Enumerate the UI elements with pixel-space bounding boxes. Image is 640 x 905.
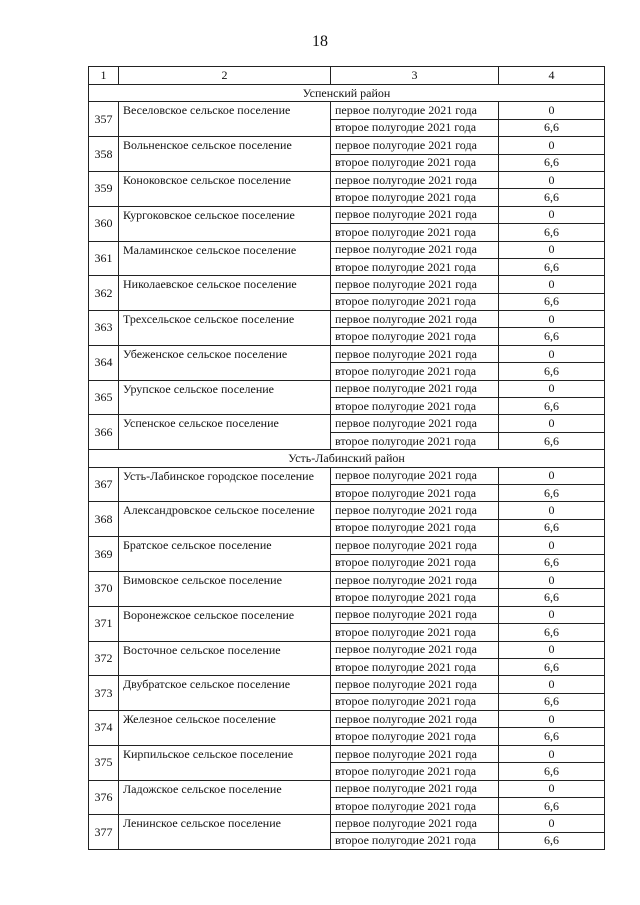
value-second-half: 6,6: [499, 293, 605, 310]
value-first-half: 0: [499, 537, 605, 554]
value-first-half: 0: [499, 241, 605, 258]
table-row: [89, 502, 605, 519]
row-number: 376: [89, 780, 119, 815]
period-second-half: второе полугодие 2021 года: [331, 363, 499, 380]
value-first-half: 0: [499, 815, 605, 832]
row-number: 375: [89, 745, 119, 780]
period-second-half: второе полугодие 2021 года: [331, 154, 499, 171]
value-second-half: 6,6: [499, 554, 605, 571]
table-row: [89, 171, 605, 188]
settlement-name: Братское сельское поселение: [119, 537, 331, 572]
period-first-half: первое полугодие 2021 года: [331, 537, 499, 554]
table-row: [89, 380, 605, 397]
value-second-half: 6,6: [499, 189, 605, 206]
table-row: [89, 815, 605, 832]
settlement-name: Успенское сельское поселение: [119, 415, 331, 450]
period-second-half: второе полугодие 2021 года: [331, 224, 499, 241]
value-first-half: 0: [499, 641, 605, 658]
value-second-half: 6,6: [499, 258, 605, 275]
value-second-half: 6,6: [499, 398, 605, 415]
value-first-half: 0: [499, 780, 605, 797]
value-first-half: 0: [499, 502, 605, 519]
value-first-half: 0: [499, 415, 605, 432]
value-first-half: 0: [499, 467, 605, 484]
period-first-half: первое полугодие 2021 года: [331, 380, 499, 397]
period-second-half: второе полугодие 2021 года: [331, 398, 499, 415]
period-first-half: первое полугодие 2021 года: [331, 102, 499, 119]
column-header-row: [89, 67, 605, 85]
settlement-name: Коноковское сельское поселение: [119, 171, 331, 206]
row-number: 374: [89, 711, 119, 746]
period-first-half: первое полугодие 2021 года: [331, 137, 499, 154]
table-row: [89, 137, 605, 154]
table-row: [89, 641, 605, 658]
row-number: 364: [89, 345, 119, 380]
settlement-name: Воронежское сельское поселение: [119, 606, 331, 641]
period-second-half: второе полугодие 2021 года: [331, 589, 499, 606]
row-number: 377: [89, 815, 119, 850]
value-first-half: 0: [499, 745, 605, 762]
value-second-half: 6,6: [499, 832, 605, 849]
table-row: [89, 241, 605, 258]
period-second-half: второе полугодие 2021 года: [331, 832, 499, 849]
period-second-half: второе полугодие 2021 года: [331, 798, 499, 815]
period-first-half: первое полугодие 2021 года: [331, 206, 499, 223]
row-number: 361: [89, 241, 119, 276]
period-first-half: первое полугодие 2021 года: [331, 345, 499, 362]
period-second-half: второе полугодие 2021 года: [331, 258, 499, 275]
table-row: [89, 276, 605, 293]
period-first-half: первое полугодие 2021 года: [331, 415, 499, 432]
column-header-3: 3: [331, 67, 499, 85]
page-number: 18: [312, 33, 328, 50]
value-first-half: 0: [499, 171, 605, 188]
row-number: 360: [89, 206, 119, 241]
table-row: [89, 745, 605, 762]
settlement-name: Восточное сельское поселение: [119, 641, 331, 676]
period-first-half: первое полугодие 2021 года: [331, 780, 499, 797]
value-first-half: 0: [499, 345, 605, 362]
value-second-half: 6,6: [499, 519, 605, 536]
settlement-name: Урупское сельское поселение: [119, 380, 331, 415]
period-first-half: первое полугодие 2021 года: [331, 815, 499, 832]
table-row: [89, 345, 605, 362]
period-first-half: первое полугодие 2021 года: [331, 467, 499, 484]
section-header-row: [89, 450, 605, 467]
row-number: 359: [89, 171, 119, 206]
settlement-name: Вольненское сельское поселение: [119, 137, 331, 172]
value-second-half: 6,6: [499, 432, 605, 449]
value-first-half: 0: [499, 606, 605, 623]
table-row: [89, 311, 605, 328]
settlement-name: Николаевское сельское поселение: [119, 276, 331, 311]
settlement-name: Трехсельское сельское поселение: [119, 311, 331, 346]
period-second-half: второе полугодие 2021 года: [331, 519, 499, 536]
table-row: [89, 711, 605, 728]
value-first-half: 0: [499, 311, 605, 328]
period-first-half: первое полугодие 2021 года: [331, 502, 499, 519]
value-first-half: 0: [499, 711, 605, 728]
value-second-half: 6,6: [499, 328, 605, 345]
section-title: Успенский район: [89, 85, 605, 102]
table-body: [89, 67, 605, 850]
value-first-half: 0: [499, 102, 605, 119]
period-first-half: первое полугодие 2021 года: [331, 311, 499, 328]
period-second-half: второе полугодие 2021 года: [331, 554, 499, 571]
value-second-half: 6,6: [499, 119, 605, 136]
value-second-half: 6,6: [499, 624, 605, 641]
value-first-half: 0: [499, 571, 605, 588]
row-number: 362: [89, 276, 119, 311]
table-row: [89, 571, 605, 588]
settlement-name: Двубратское сельское поселение: [119, 676, 331, 711]
row-number: 366: [89, 415, 119, 450]
value-second-half: 6,6: [499, 154, 605, 171]
value-first-half: 0: [499, 137, 605, 154]
settlement-name: Усть-Лабинское городское поселение: [119, 467, 331, 502]
period-second-half: второе полугодие 2021 года: [331, 119, 499, 136]
table-row: [89, 606, 605, 623]
row-number: 370: [89, 571, 119, 606]
settlement-name: Маламинское сельское поселение: [119, 241, 331, 276]
row-number: 372: [89, 641, 119, 676]
settlement-name: Кургоковское сельское поселение: [119, 206, 331, 241]
value-first-half: 0: [499, 676, 605, 693]
row-number: 373: [89, 676, 119, 711]
settlement-name: Кирпильское сельское поселение: [119, 745, 331, 780]
period-first-half: первое полугодие 2021 года: [331, 641, 499, 658]
period-first-half: первое полугодие 2021 года: [331, 171, 499, 188]
value-second-half: 6,6: [499, 589, 605, 606]
section-title: Усть-Лабинский район: [89, 450, 605, 467]
table-row: [89, 537, 605, 554]
column-header-2: 2: [119, 67, 331, 85]
row-number: 369: [89, 537, 119, 572]
row-number: 371: [89, 606, 119, 641]
period-first-half: первое полугодие 2021 года: [331, 711, 499, 728]
period-second-half: второе полугодие 2021 года: [331, 189, 499, 206]
period-second-half: второе полугодие 2021 года: [331, 484, 499, 501]
period-second-half: второе полугодие 2021 года: [331, 763, 499, 780]
period-first-half: первое полугодие 2021 года: [331, 571, 499, 588]
value-second-half: 6,6: [499, 763, 605, 780]
period-second-half: второе полугодие 2021 года: [331, 693, 499, 710]
row-number: 363: [89, 311, 119, 346]
period-second-half: второе полугодие 2021 года: [331, 624, 499, 641]
period-first-half: первое полугодие 2021 года: [331, 276, 499, 293]
settlement-name: Железное сельское поселение: [119, 711, 331, 746]
row-number: 358: [89, 137, 119, 172]
table-row: [89, 206, 605, 223]
value-second-half: 6,6: [499, 224, 605, 241]
table-row: [89, 780, 605, 797]
value-first-half: 0: [499, 206, 605, 223]
column-header-4: 4: [499, 67, 605, 85]
period-second-half: второе полугодие 2021 года: [331, 728, 499, 745]
row-number: 367: [89, 467, 119, 502]
value-second-half: 6,6: [499, 484, 605, 501]
period-first-half: первое полугодие 2021 года: [331, 241, 499, 258]
settlement-name: Убеженское сельское поселение: [119, 345, 331, 380]
settlement-name: Ленинское сельское поселение: [119, 815, 331, 850]
value-first-half: 0: [499, 276, 605, 293]
value-second-half: 6,6: [499, 693, 605, 710]
section-header-row: [89, 85, 605, 102]
settlements-table: [88, 66, 605, 850]
settlement-name: Вимовское сельское поселение: [119, 571, 331, 606]
row-number: 368: [89, 502, 119, 537]
period-second-half: второе полугодие 2021 года: [331, 293, 499, 310]
table-row: [89, 102, 605, 119]
table-row: [89, 676, 605, 693]
settlement-name: Александровское сельское поселение: [119, 502, 331, 537]
settlement-name: Ладожское сельское поселение: [119, 780, 331, 815]
row-number: 357: [89, 102, 119, 137]
period-first-half: первое полугодие 2021 года: [331, 606, 499, 623]
period-second-half: второе полугодие 2021 года: [331, 432, 499, 449]
value-first-half: 0: [499, 380, 605, 397]
value-second-half: 6,6: [499, 363, 605, 380]
table-row: [89, 415, 605, 432]
period-first-half: первое полугодие 2021 года: [331, 676, 499, 693]
column-header-1: 1: [89, 67, 119, 85]
settlement-name: Веселовское сельское поселение: [119, 102, 331, 137]
period-second-half: второе полугодие 2021 года: [331, 328, 499, 345]
value-second-half: 6,6: [499, 798, 605, 815]
period-second-half: второе полугодие 2021 года: [331, 658, 499, 675]
period-first-half: первое полугодие 2021 года: [331, 745, 499, 762]
value-second-half: 6,6: [499, 658, 605, 675]
value-second-half: 6,6: [499, 728, 605, 745]
table-row: [89, 467, 605, 484]
row-number: 365: [89, 380, 119, 415]
